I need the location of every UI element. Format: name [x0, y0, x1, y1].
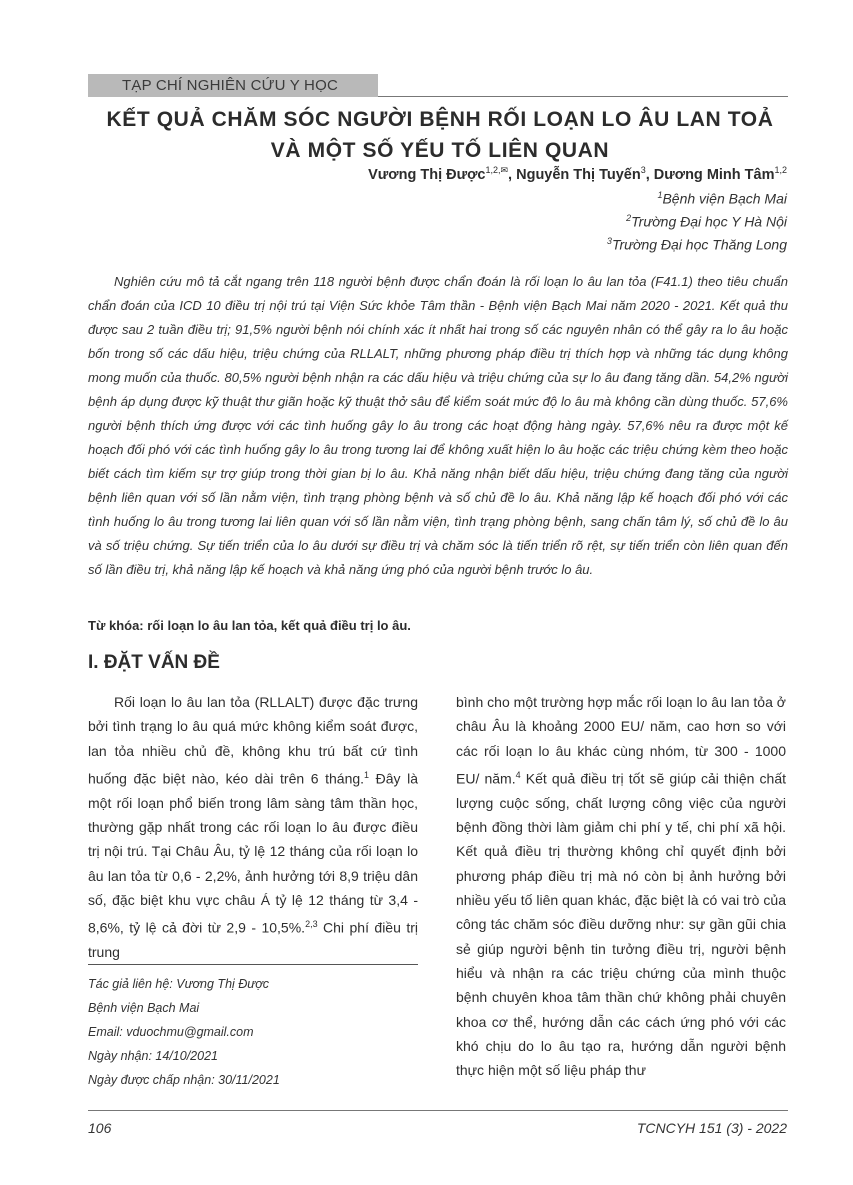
title-line-2: VÀ MỘT SỐ YẾU TỐ LIÊN QUAN [270, 139, 610, 162]
citation-sup: 2,3 [305, 919, 318, 930]
keywords: Từ khóa: rối loạn lo âu lan tỏa, kết quả điều trị lo âu. [88, 618, 411, 633]
author-name: Dương Minh Tâm [653, 166, 775, 183]
author-name: Nguyễn Thị Tuyến [516, 166, 641, 183]
footnote-accepted: Ngày được chấp nhận: 30/11/2021 [88, 1073, 280, 1087]
author-footnote [88, 972, 418, 1092]
section-heading: I. ĐẶT VẤN ĐỀ [88, 652, 220, 673]
author-sup: 1,2,✉ [485, 165, 509, 175]
author-list: Vương Thị Được$^{1,2,✉}$, Nguyễn Thị Tuyến$^3$, Dương Minh Tâm$^{1,2}$ [368, 165, 787, 183]
footnote-email: Email: vduochmu@gmail.com [88, 1025, 254, 1039]
citation-sup: 1 [364, 769, 370, 780]
author-sup: 3 [640, 165, 646, 175]
title-line-1: KẾT QUẢ CHĂM SÓC NGƯỜI BỆNH RỐI LOẠN LO ÂU LAN TOẢ [106, 108, 774, 131]
abstract: Nghiên cứu mô tả cắt ngang trên 118 người bệnh được chẩn đoán là rối loạn lo âu lan tỏa (F41.1) theo tiêu chuẩn chẩn đoán của ICD 10 điều trị nội trú tại Viện Sức khỏe Tâm thần - Bệnh viện Bạch Mai năm 2020 - 2021. Kết quả thu được sau 2 tuần điều trị; 91,5% người bệnh nói chính xác ít nhất hai trong số các nguyên nhân có thể gây ra lo âu hoặc bốn trong số các dấu hiệu, triệu chứng của RLLALT, những phương pháp điều trị thích hợp và những tác dụng không mong muốn của thuốc. 80,5% người bệnh nhận ra các dấu hiệu và triệu chứng của sự lo âu đang tăng dần. 54,2% người bệnh áp dụng được kỹ thuật thư giãn hoặc kỹ thuật thở sâu để kiểm soát mức độ lo âu mà không cần dùng thuốc. 57,6% người bệnh thích ứng được với các tình huống gây lo âu trong các hoạt động hàng ngày. 57,6% nêu ra được một kế hoạch đối phó với các tình huống gây lo âu trong tương lai để không xuất hiện lo âu hoặc các triệu chứng kèm theo hoặc biết cách tìm kiếm sự trợ giúp trong thời gian bị lo âu. Khả năng nhận biết dấu hiệu, triệu chứng đang tăng của người bệnh liên quan với số lần nằm viện, tình trạng phòng bệnh và số chủ đề lo âu. Khả năng lập kế hoạch đối phó với các tình huống lo âu trong tương lai liên quan với số lần nằm viện, tình trạng phòng bệnh, sang chấn tâm lý, số chủ đề lo âu và số triệu chứng. Sự tiến triển của lo âu dưới sự điều trị và chăm sóc là tiến triển rõ rệt, sự tiến triển còn liên quan đến số lần điều trị, khả năng lập kế hoạch và khả năng ứng phó của người bệnh trước lo âu. [88, 274, 788, 577]
affiliation-1: $^1$Bệnh viện Bạch Mai [657, 190, 787, 207]
journal-issue: TCNCYH 151 (3) - 2022 [636, 1120, 787, 1136]
affiliation-3: $^3$Trường Đại học Thăng Long [606, 236, 787, 253]
journal-header-label: TẠP CHÍ NGHIÊN CỨU Y HỌC [88, 74, 378, 97]
author-sup: 1,2 [774, 165, 787, 175]
affiliation-2: $^2$Trường Đại học Y Hà Nội [626, 213, 787, 230]
author-name: Vương Thị Được [368, 166, 486, 183]
body-column-right: bình cho một trường hợp mắc rối loạn lo âu lan tỏa ở châu Âu là khoảng 2000 EU/ năm, cao hơn so với các rối loạn lo âu khác cùng nhóm, từ 300 - 1000 EU/ năm.$^4$ Kết quả điều trị tốt sẽ giúp cải thiện chất lượng cuộc sống, chất lượng công việc của người bệnh đồng thời làm giảm chi phí y tế, chi phí xã hội. Kết quả điều trị thường không chỉ quyết định bởi phương pháp điều trị mà nó còn bị ảnh hưởng bởi nhiều yếu tố liên quan khác, đặc biệt là có vai trò của công tác chăm sóc điều dưỡng như: sự gần gũi chia sẻ giúp người bệnh tin tưởng điều trị, người bệnh hiểu và nhận ra các triệu chứng của mình thuộc bệnh chuyên khoa tâm thần chứ không phải chuyên khoa cơ thể, hướng dẫn các cách ứng phó với các khó chịu do lo âu tạo ra, hướng dẫn người bệnh thực hiện một số liệu pháp thư [456, 694, 787, 1079]
footnote-contact: Tác giả liên hệ: Vương Thị Được [88, 977, 270, 991]
article-title [60, 104, 820, 166]
footnote-received: Ngày nhận: 14/10/2021 [88, 1049, 218, 1063]
body-column-left: Rối loạn lo âu lan tỏa (RLLALT) được đặc trưng bởi tình trạng lo âu quá mức không kiểm soát được, lan tỏa nhiều chủ đề, không khu trú bất cứ tình huống đặc biệt nào, kéo dài trên 6 tháng.$^1$ Đây là một rối loạn phổ biến trong lâm sàng tâm thần học, thường gặp nhất trong các rối loạn lo âu được điều trị nội trú. Tại Châu Âu, tỷ lệ 12 tháng của rối loạn lo âu lan tỏa từ 0,6 - 2,2%, ảnh hưởng tới 8,9 triệu dân số, đặc biệt khu vực châu Á tỷ lệ 12 tháng từ 3,4 - 8,6%, tỷ lệ cả đời từ 2,9 - 10,5%.$^{2,3}$ Chi phí điều trị trung [88, 694, 418, 961]
header-rule [378, 96, 788, 97]
citation-sup: 4 [515, 769, 521, 780]
footnote-rule [88, 964, 418, 965]
page-number: 106 [88, 1120, 112, 1136]
footnote-institution: Bệnh viện Bạch Mai [88, 1001, 200, 1015]
footer-rule [88, 1110, 788, 1111]
